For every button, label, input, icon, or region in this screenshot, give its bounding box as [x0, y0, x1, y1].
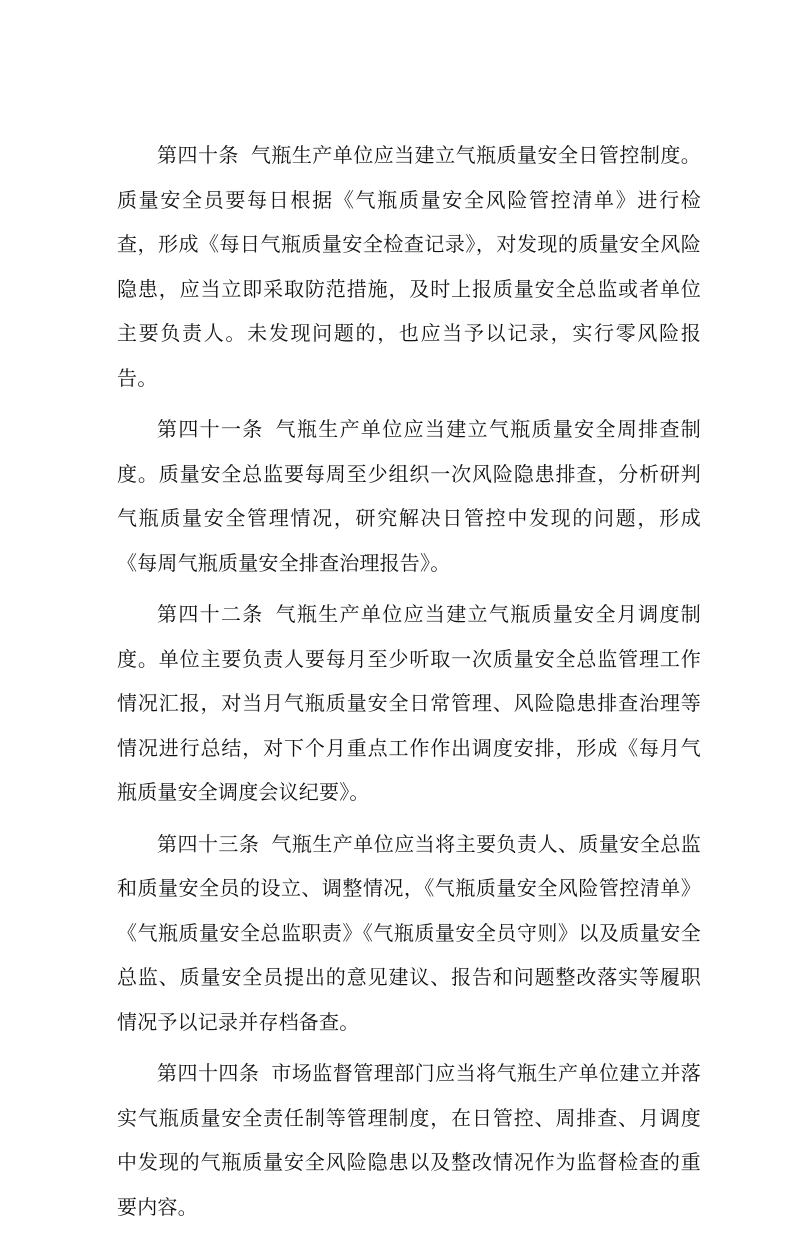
article-number: 第四十四条: [157, 1061, 260, 1085]
article-44: [117, 1051, 701, 1229]
article-text: 气瓶生产单位应当建立气瓶质量安全周排查制度。质量安全总监要每周至少组织一次风险隐患排查，分析研判气瓶质量安全管理情况，研究解决日管控中发现的问题，形成《每周气瓶质量安全排查治理报告》。: [117, 417, 701, 575]
article-43: [117, 822, 701, 1045]
article-text: 气瓶生产单位应当建立气瓶质量安全日管控制度。质量安全员要每日根据《气瓶质量安全风险管控清单》进行检查，形成《每日气瓶质量安全检查记录》，对发现的质量安全风险隐患，应当立即采取防范措施，及时上报质量安全总监或者单位主要负责人。未发现问题的，也应当予以记录，实行零风险报告。: [117, 143, 701, 390]
article-text: 气瓶生产单位应当建立气瓶质量安全月调度制度。单位主要负责人要每月至少听取一次质量安全总监管理工作情况汇报，对当月气瓶质量安全日常管理、风险隐患排查治理等情况进行总结，对下个月重点工作作出调度安排，形成《每月气瓶质量安全调度会议纪要》。: [117, 602, 701, 804]
document-page: [117, 133, 701, 1236]
article-number: 第四十二条: [157, 602, 264, 626]
article-text: 市场监督管理部门应当将气瓶生产单位建立并落实气瓶质量安全责任制等管理制度，在日管控、周排查、月调度中发现的气瓶质量安全风险隐患以及整改情况作为监督检查的重要内容。: [117, 1061, 701, 1219]
article-text: 气瓶生产单位应当将主要负责人、质量安全总监和质量安全员的设立、调整情况，《气瓶质量安全风险管控清单》《气瓶质量安全总监职责》《气瓶质量安全员守则》以及质量安全总监、质量安全员提出的意见建议、报告和问题整改落实等履职情况予以记录并存档备查。: [117, 831, 701, 1034]
article-number: 第四十一条: [157, 417, 264, 441]
article-41: [117, 407, 701, 585]
article-42: [117, 592, 701, 815]
article-number: 第四十三条: [157, 831, 260, 856]
article-number: 第四十条: [157, 143, 239, 167]
article-40: [117, 133, 701, 400]
